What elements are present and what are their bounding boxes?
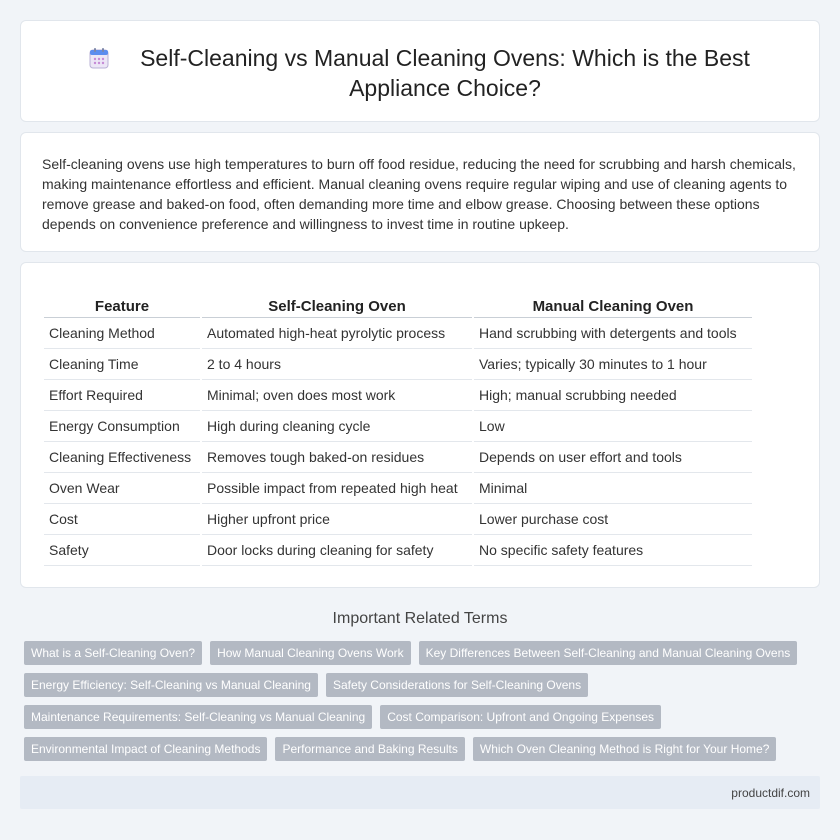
row-feature: Cost xyxy=(44,504,200,535)
row-feature: Cleaning Effectiveness xyxy=(44,442,200,473)
related-term-tag[interactable]: What is a Self-Cleaning Oven? xyxy=(24,641,202,665)
related-term-tag[interactable]: Maintenance Requirements: Self-Cleaning vs Manual Cleaning xyxy=(24,705,372,729)
table-row xyxy=(44,535,752,566)
row-manual-cleaning-value: Varies; typically 30 minutes to 1 hour xyxy=(474,349,752,380)
row-manual-cleaning-value: Low xyxy=(474,411,752,442)
row-manual-cleaning-value: Lower purchase cost xyxy=(474,504,752,535)
intro-card xyxy=(20,132,820,252)
row-self-cleaning-value: Removes tough baked-on residues xyxy=(202,442,472,473)
row-self-cleaning-value: High during cleaning cycle xyxy=(202,411,472,442)
footer-site-link[interactable]: productdif.com xyxy=(731,786,810,800)
row-self-cleaning-value: Door locks during cleaning for safety xyxy=(202,535,472,566)
row-self-cleaning-value: Minimal; oven does most work xyxy=(202,380,472,411)
header-feature: Feature xyxy=(44,297,200,318)
related-term-tag[interactable]: How Manual Cleaning Ovens Work xyxy=(210,641,411,665)
row-feature: Cleaning Method xyxy=(44,318,200,349)
table-row xyxy=(44,504,752,535)
table-row xyxy=(44,411,752,442)
row-self-cleaning-value: Possible impact from repeated high heat xyxy=(202,473,472,504)
row-self-cleaning-value: Automated high-heat pyrolytic process xyxy=(202,318,472,349)
row-manual-cleaning-value: Hand scrubbing with detergents and tools xyxy=(474,318,752,349)
row-feature: Safety xyxy=(44,535,200,566)
row-feature: Oven Wear xyxy=(44,473,200,504)
comparison-card xyxy=(20,262,820,588)
row-manual-cleaning-value: No specific safety features xyxy=(474,535,752,566)
footer-bar xyxy=(20,776,820,809)
row-manual-cleaning-value: Minimal xyxy=(474,473,752,504)
intro-paragraph: Self-cleaning ovens use high temperatures to burn off food residue, reducing the need for scrubbing and harsh chemicals, making maintenance effortless and efficient. Manual cleaning ovens require regular wiping and use of cleaning agents to remove grease and baked-on food, often demanding more time and elbow grease. Choosing between these options depends on convenience preference and willingness to invest time in routine upkeep. xyxy=(42,156,796,232)
related-term-tag[interactable]: Environmental Impact of Cleaning Methods xyxy=(24,737,267,761)
row-self-cleaning-value: 2 to 4 hours xyxy=(202,349,472,380)
row-feature: Effort Required xyxy=(44,380,200,411)
row-manual-cleaning-value: Depends on user effort and tools xyxy=(474,442,752,473)
related-terms-heading: Important Related Terms xyxy=(332,610,508,627)
table-row xyxy=(44,473,752,504)
row-feature: Energy Consumption xyxy=(44,411,200,442)
table-row xyxy=(44,318,752,349)
related-term-tag[interactable]: Which Oven Cleaning Method is Right for Your Home? xyxy=(473,737,776,761)
page-title: Self-Cleaning vs Manual Cleaning Ovens: Which is the Best Appliance Choice? xyxy=(140,45,750,101)
related-terms-list xyxy=(24,641,814,761)
title-card xyxy=(20,20,820,122)
related-term-tag[interactable]: Performance and Baking Results xyxy=(275,737,464,761)
related-term-tag[interactable]: Key Differences Between Self-Cleaning and Manual Cleaning Ovens xyxy=(419,641,798,665)
header-self-cleaning: Self-Cleaning Oven xyxy=(202,297,472,318)
row-feature: Cleaning Time xyxy=(44,349,200,380)
table-row xyxy=(44,442,752,473)
header-manual-cleaning: Manual Cleaning Oven xyxy=(474,297,752,318)
row-manual-cleaning-value: High; manual scrubbing needed xyxy=(474,380,752,411)
calendar-icon xyxy=(89,47,109,69)
table-row xyxy=(44,349,752,380)
row-self-cleaning-value: Higher upfront price xyxy=(202,504,472,535)
table-header-row xyxy=(44,297,752,318)
comparison-table xyxy=(42,297,754,566)
related-term-tag[interactable]: Energy Efficiency: Self-Cleaning vs Manual Cleaning xyxy=(24,673,318,697)
related-term-tag[interactable]: Cost Comparison: Upfront and Ongoing Expenses xyxy=(380,705,661,729)
table-row xyxy=(44,380,752,411)
related-term-tag[interactable]: Safety Considerations for Self-Cleaning Ovens xyxy=(326,673,588,697)
